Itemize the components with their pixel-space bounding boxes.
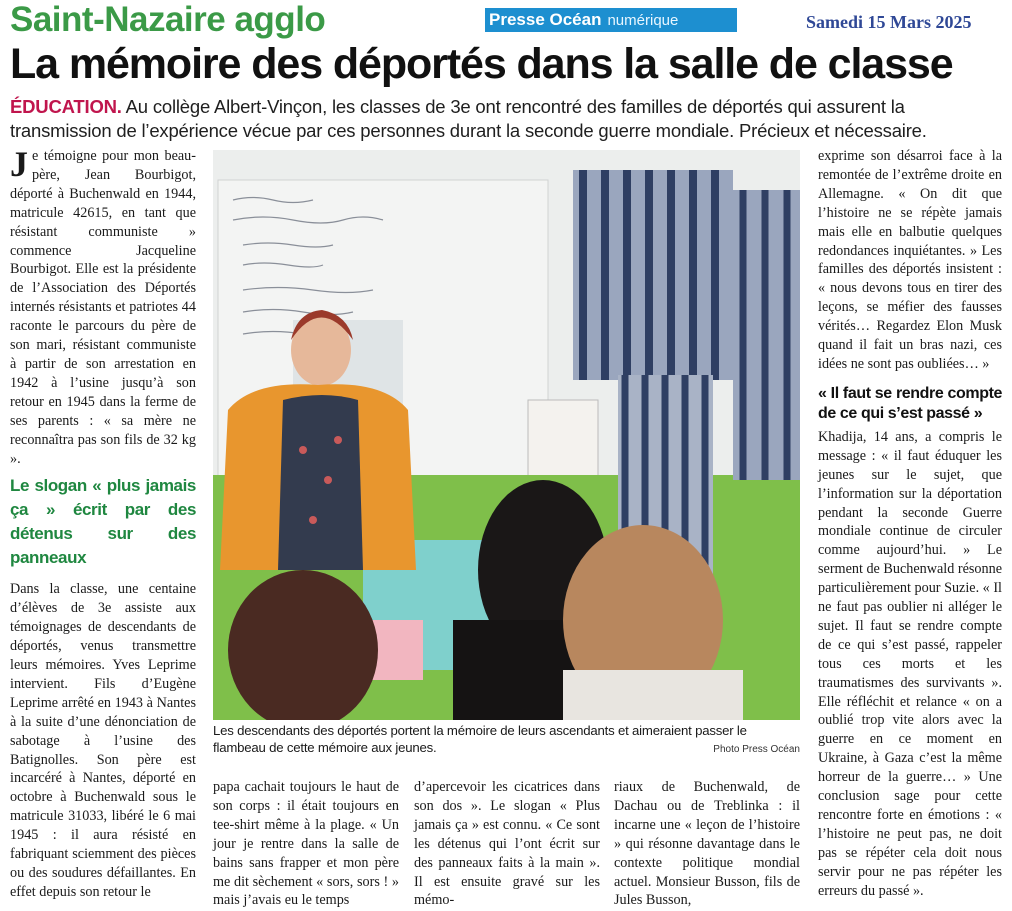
photo-caption: Les descendants des déportés portent la mémoire de leurs ascendants et aimeraient passer le flambeau de cette mémoire aux jeunes. xyxy=(213,723,747,755)
article-column-2a: papa cachait toujours le haut de son corps : il était toujours en tee-shirt même à la plage. « Un jour je rentre dans la salle de bains sans frapper et mon père me dit sèchement « sors, sors ! » mais j’avais eu le temps xyxy=(213,779,399,909)
brand-logo xyxy=(485,8,737,32)
lead-kicker: ÉDUCATION. xyxy=(10,96,122,117)
article-column-3 xyxy=(818,147,1002,901)
col3-paragraph-1: exprime son désarroi face à la remontée de l’extrême droite en Allemagne. « On dit que l’histoire ne se répète jamais mais elle en balbutie quelques redondances inquiétantes. » Les familles des déportés insistent : « nous devons tous en tirer des leçons, se méfier des fausses vérités… Regardez Elon Musk quand il fait un bras nazi, ces idées ne sont pas oubliées… » xyxy=(818,148,1002,372)
photo-credit: Photo Press Océan xyxy=(713,744,800,755)
brand-suffix: numérique xyxy=(607,12,679,29)
lead-text: Au collège Albert-Vinçon, les classes de 3e ont rencontré des familles de déportés qui assurent la transmission de l’expérience vécue par ces personnes durant la seconde guerre mondiale. Précieux et nécessaire. xyxy=(10,96,927,141)
article-column-2c: riaux de Buchenwald, de Dachau ou de Treblinka : il incarne une « leçon de l’histoire » qui résonne davantage dans le contexte politique mondial actuel. Monsieur Busson, fils de Jules Busson, xyxy=(614,779,800,909)
subhead-slogan: Le slogan « plus jamais ça » écrit par des détenus sur des panneaux xyxy=(10,476,196,568)
lead-paragraph xyxy=(10,95,1000,143)
article-photo xyxy=(213,150,800,720)
col1-paragraph-1: e témoigne pour mon beau-père, Jean Bourbigot, déporté à Buchenwald en 1944, matricule 42615, en tant que résistant communiste » commence Jacqueline Bourbigot. Elle est la présidente de l’Association des Déportés internés résistants et patriotes 44 raconte le parcours du père de son mari, résistant communiste à partir de son arrestation en 1942 à l’usine jusqu’à son retour en 1945 dans la ferme de ses parents : « sa mère ne reconnaîtra pas son fils de 32 kg ». xyxy=(10,148,196,467)
classroom-photo-illustration xyxy=(213,150,800,720)
col3-paragraph-2: Khadija, 14 ans, a compris le message : « il faut éduquer les jeunes sur le sujet, que l’information sur la déportation pendant la seconde Guerre mondiale continue de circuler comme aujourd’hui. » Le serment de Buchenwald résonne particulièrement pour Suzie. « Il ne faut pas oublier ni alléger le sujet. Il faut se rendre compte de ce qui s’est passé, rappeler tous ces morts et les traumatismes des survivants ». Elle réfléchit et relance « on a oublié trop vite alors avec la guerre en ce moment en Ukraine, à Gaza c’est la même horreur de la guerre… » Une conclusion sage pour cette rencontre forte en émotions : « l’histoire ne peut pas, ne doit pas se répéter cela doit nous servir pour ne pas répéter les erreurs du passé ». xyxy=(818,428,1002,899)
subhead-quote: « Il faut se rendre compte de ce qui s’est passé » xyxy=(818,384,1002,422)
section-title: Saint-Nazaire agglo xyxy=(10,0,326,39)
article-column-1 xyxy=(10,144,196,902)
drop-cap: J xyxy=(10,144,28,184)
issue-date: Samedi 15 Mars 2025 xyxy=(806,12,972,32)
headline: La mémoire des déportés dans la salle de classe xyxy=(10,40,953,88)
article-column-2b: d’apercevoir les cicatrices dans son dos ». Le slogan « Plus jamais ça » est connu. « Ce sont les détenus qui l’ont écrit sur des panneaux faits à la main ». Il est ensuite gravé sur les mémo- xyxy=(414,779,600,909)
col1-paragraph-2: Dans la classe, une centaine d’élèves de 3e assiste aux témoignages de descendants de déportés, venus transmettre leurs mémoires. Yves Leprime intervient. Fils d’Eugène Leprime arrêté en 1943 à Nantes à la suite d’une dénonciation de sabotage à l’usine des Batignolles. Son père est incarcéré à Nantes, déporté en octobre à Buchenwald sous le matricule 31033, libéré le 6 mai 1945 : il aura résisté en fabriquant sciemment des pièces ou des soudures défaillantes. En effet depuis son retour le xyxy=(10,581,196,900)
brand-name: Presse Océan xyxy=(489,10,602,29)
